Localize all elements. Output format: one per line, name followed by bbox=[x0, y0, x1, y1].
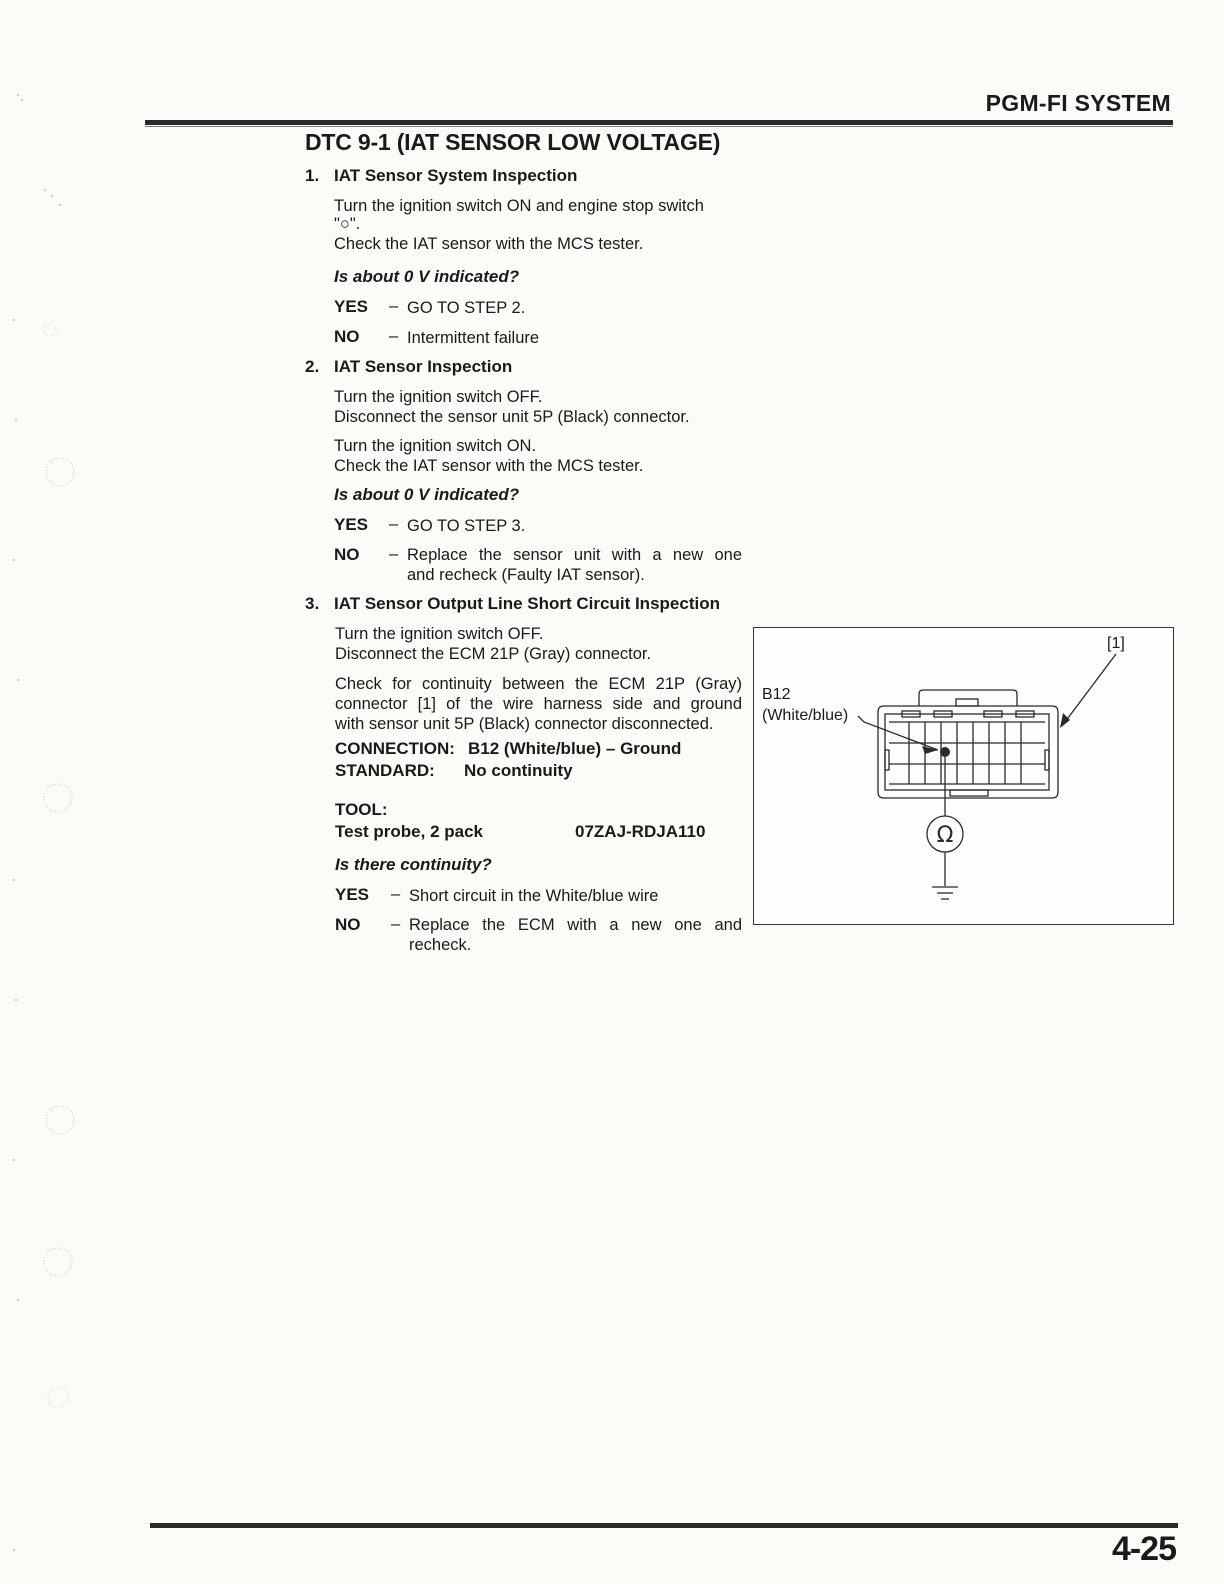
step-1-question: Is about 0 V indicated? bbox=[334, 267, 520, 286]
step-3-title: IAT Sensor Output Line Short Circuit Inspection bbox=[334, 594, 720, 613]
text-line: connector [1] of the wire harness side and ground bbox=[335, 695, 742, 713]
step-1-no-text: Intermittent failure bbox=[407, 329, 540, 347]
text-line: Turn the ignition switch ON. bbox=[334, 437, 537, 455]
chapter-header-title: PGM-FI SYSTEM bbox=[985, 90, 1171, 116]
text-line: Check the IAT sensor with the MCS tester. bbox=[334, 235, 644, 253]
step-3-instructions-a bbox=[335, 624, 651, 664]
wire-color-label: (White/blue) bbox=[762, 707, 849, 724]
connector-callout-label: [1] bbox=[1107, 635, 1125, 652]
text-line: Check for continuity between the ECM 21P (Gray) bbox=[335, 675, 742, 693]
step-1-yes-label: YES bbox=[334, 297, 369, 316]
scan-margin-marks bbox=[0, 0, 95, 1584]
step-3-yes-text: Short circuit in the White/blue wire bbox=[409, 887, 659, 905]
connector-drawing bbox=[754, 628, 1173, 924]
header-rule-thin bbox=[145, 126, 1173, 127]
step-3-yes-label: YES bbox=[335, 885, 370, 904]
connector-diagram bbox=[753, 627, 1174, 925]
text-line: Turn the ignition switch ON and engine stop switch bbox=[334, 197, 704, 215]
connection-label: CONNECTION: bbox=[335, 739, 455, 758]
step-3-yes-dash: – bbox=[391, 885, 401, 903]
step-3-no-label: NO bbox=[335, 915, 361, 934]
step-2-yes-text: GO TO STEP 3. bbox=[407, 517, 526, 535]
standard-label: STANDARD: bbox=[335, 761, 435, 780]
step-1-no-label: NO bbox=[334, 327, 360, 346]
step-1-instructions bbox=[334, 196, 704, 254]
footer-rule bbox=[150, 1523, 1178, 1528]
text-line: recheck. bbox=[409, 936, 472, 954]
text-line: Turn the ignition switch OFF. bbox=[334, 388, 543, 406]
step-2-yes-dash: – bbox=[389, 515, 399, 533]
step-3-instructions-b bbox=[335, 674, 742, 734]
ohmmeter-symbol: Ω bbox=[936, 823, 954, 848]
text-line: Replace the ECM with a new one and bbox=[409, 916, 742, 934]
step-1-yes-text: GO TO STEP 2. bbox=[407, 299, 526, 317]
step-2-no-text bbox=[407, 545, 742, 585]
text-line: Check the IAT sensor with the MCS tester. bbox=[334, 457, 644, 475]
tool-number: 07ZAJ-RDJA110 bbox=[575, 822, 706, 841]
step-2-instructions-a bbox=[334, 387, 690, 427]
step-2-number: 2. bbox=[305, 357, 320, 376]
text-line: Turn the ignition switch OFF. bbox=[335, 625, 544, 643]
tool-name: Test probe, 2 pack bbox=[335, 822, 484, 841]
step-2-yes-label: YES bbox=[334, 515, 369, 534]
step-2-no-dash: – bbox=[389, 545, 399, 563]
standard-value: No continuity bbox=[464, 761, 573, 780]
tool-label: TOOL: bbox=[335, 800, 388, 819]
header-rule bbox=[145, 120, 1173, 125]
terminal-label: B12 bbox=[762, 686, 791, 703]
text-line: Disconnect the sensor unit 5P (Black) connector. bbox=[334, 408, 690, 426]
step-1-number: 1. bbox=[305, 166, 320, 185]
section-title: DTC 9-1 (IAT SENSOR LOW VOLTAGE) bbox=[305, 129, 721, 155]
step-1-yes-dash: – bbox=[389, 297, 399, 315]
step-2-title: IAT Sensor Inspection bbox=[334, 357, 513, 376]
step-2-instructions-b bbox=[334, 436, 643, 476]
step-1-no-dash: – bbox=[389, 327, 399, 345]
step-2-question: Is about 0 V indicated? bbox=[334, 485, 520, 504]
text-line: and recheck (Faulty IAT sensor). bbox=[407, 566, 645, 584]
step-3-question: Is there continuity? bbox=[335, 855, 492, 874]
text-line: Disconnect the ECM 21P (Gray) connector. bbox=[335, 645, 652, 663]
connection-value: B12 (White/blue) – Ground bbox=[468, 739, 682, 758]
text-line: Replace the sensor unit with a new one bbox=[407, 546, 742, 564]
step-3-no-text bbox=[409, 915, 742, 955]
step-3-number: 3. bbox=[305, 594, 320, 613]
step-3-no-dash: – bbox=[391, 915, 401, 933]
step-2-no-label: NO bbox=[334, 545, 360, 564]
text-line: "○". bbox=[334, 215, 361, 233]
page-number: 4-25 bbox=[1111, 1530, 1176, 1568]
text-line: with sensor unit 5P (Black) connector disconnected. bbox=[335, 715, 714, 733]
step-1-title: IAT Sensor System Inspection bbox=[334, 166, 578, 185]
